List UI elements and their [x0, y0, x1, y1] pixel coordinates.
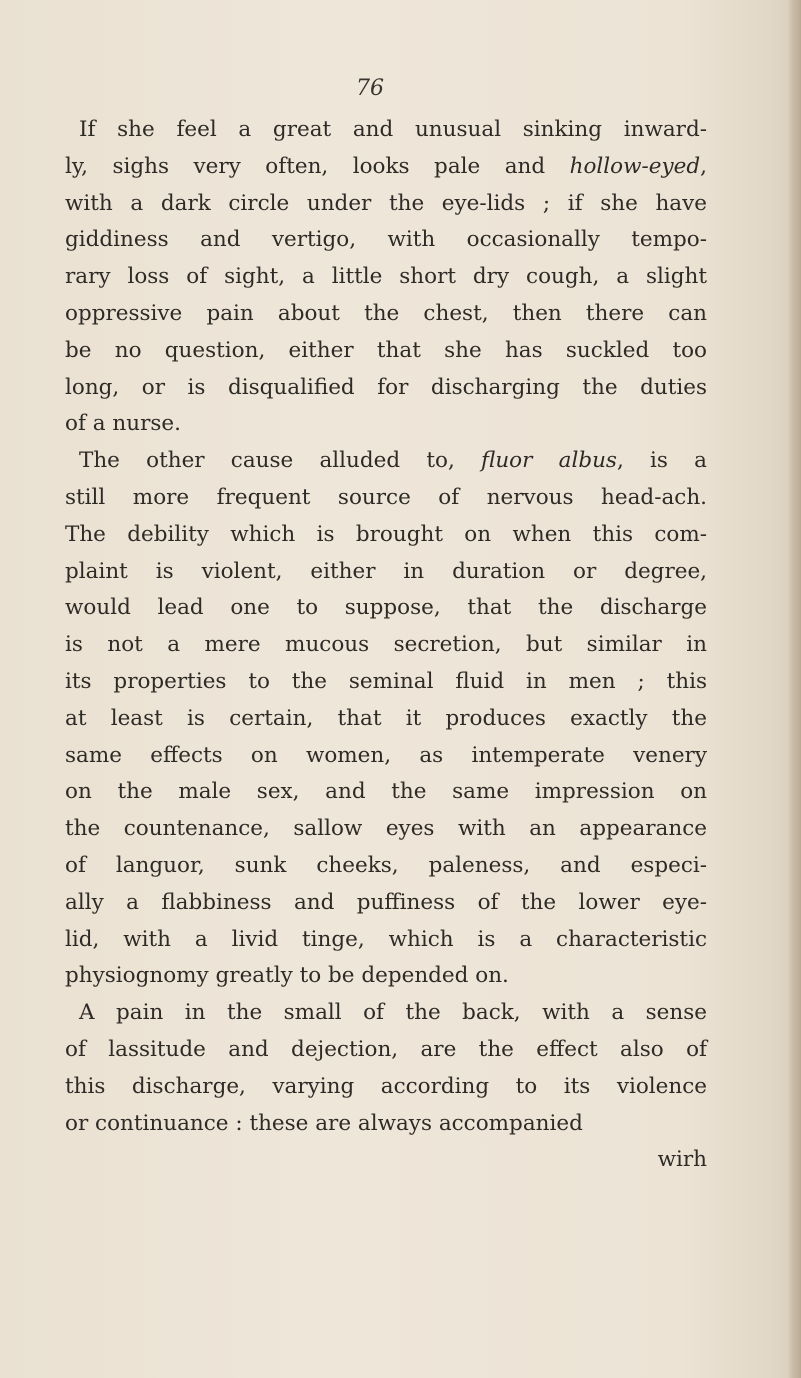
- text-line: [65, 1032, 707, 1069]
- text-run: If she feel a great and unusual sinking inward-: [79, 117, 707, 142]
- text-run: ally a flabbiness and puffiness of the lower eye-: [65, 889, 707, 915]
- text-run: of a nurse.: [65, 411, 181, 437]
- text-line: [65, 885, 707, 922]
- text-run: of languor, sunk cheeks, paleness, and especi-: [65, 852, 707, 878]
- text-run: The other cause alluded to,: [79, 448, 481, 474]
- text-line: [65, 922, 707, 959]
- text-run: be no question, either that she has suckled too: [65, 337, 707, 363]
- text-line: [65, 811, 707, 848]
- text-line: [65, 958, 707, 995]
- body-text: [65, 112, 707, 1179]
- text-line: [65, 1106, 707, 1143]
- text-line: [65, 1069, 707, 1106]
- text-run: The debility which is brought on when this com-: [65, 521, 707, 547]
- text-line: [65, 774, 707, 811]
- text-run: plaint is violent, either in duration or degree,: [65, 558, 707, 584]
- text-run: , is a: [616, 448, 707, 474]
- text-run: its properties to the seminal fluid in men ; this: [65, 668, 707, 694]
- text-run: still more frequent source of nervous head-ach.: [65, 484, 707, 510]
- text-line: [65, 627, 707, 664]
- text-line: [65, 259, 707, 296]
- text-line: [65, 296, 707, 333]
- text-run: would lead one to suppose, that the discharge: [65, 595, 707, 621]
- text-run: rary loss of sight, a little short dry cough, a slight: [65, 264, 707, 290]
- text-line: [65, 995, 707, 1032]
- text-line: [65, 701, 707, 738]
- text-line: [65, 848, 707, 885]
- text-run: giddiness and vertigo, with occasionally tempo-: [65, 227, 707, 253]
- catchword: wirh: [657, 1147, 707, 1173]
- text-line: [65, 517, 707, 554]
- text-line: [65, 738, 707, 775]
- text-run: oppressive pain about the chest, then there can: [65, 300, 707, 326]
- text-line: [65, 443, 707, 480]
- text-run: at least is certain, that it produces exactly the: [65, 705, 707, 731]
- text-line: [65, 554, 707, 591]
- italic-run: hollow-eyed: [569, 153, 701, 179]
- text-run: long, or is disqualified for discharging the duties: [65, 374, 707, 400]
- text-run: with a dark circle under the eye-lids ; if she have: [65, 190, 707, 216]
- text-run: or continuance : these are always accompanied: [65, 1110, 583, 1136]
- text-run: of lassitude and dejection, are the effect also of: [65, 1036, 707, 1062]
- text-run: A pain in the small of the back, with a sense: [79, 1000, 707, 1026]
- text-line: [65, 333, 707, 370]
- text-run: is not a mere mucous secretion, but similar in: [65, 632, 707, 658]
- text-run: lid, with a livid tinge, which is a characteristic: [65, 926, 707, 952]
- text-line: [65, 112, 707, 149]
- page-edge: [787, 0, 801, 1378]
- text-run: same effects on women, as intemperate venery: [65, 742, 707, 768]
- text-line: [65, 406, 707, 443]
- text-run: on the male sex, and the same impression on: [65, 779, 707, 805]
- text-line: [65, 480, 707, 517]
- text-line: [65, 149, 707, 186]
- text-line: [65, 664, 707, 701]
- text-run: this discharge, varying according to its violence: [65, 1073, 707, 1099]
- text-line: [65, 186, 707, 223]
- text-line: [65, 222, 707, 259]
- text-run: physiognomy greatly to be depended on.: [65, 963, 509, 989]
- text-line: [65, 370, 707, 407]
- text-run: ly, sighs very often, looks pale and: [65, 153, 570, 179]
- italic-run: fluor albus: [481, 448, 617, 474]
- text-run: ,: [700, 153, 707, 179]
- page-number: 76: [356, 76, 384, 101]
- text-line: [65, 590, 707, 627]
- text-run: the countenance, sallow eyes with an appearance: [65, 816, 707, 842]
